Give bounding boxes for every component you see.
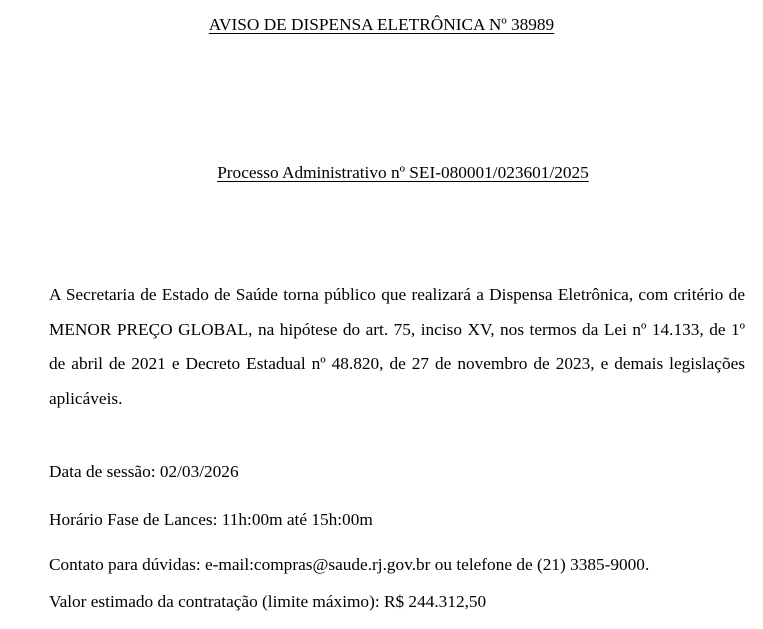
- document-title-text: AVISO DE DISPENSA ELETRÔNICA Nº 38989: [208, 15, 555, 34]
- session-date: Data de sessão: 02/03/2026: [49, 462, 239, 481]
- bidding-hours: Horário Fase de Lances: 11h:00m até 15h:00m: [49, 510, 373, 529]
- process-number-text: Processo Administrativo nº SEI-080001/023601/2025: [217, 163, 589, 182]
- estimated-value: Valor estimado da contratação (limite máximo): R$ 244.312,50: [49, 592, 487, 611]
- intro-paragraph: A Secretaria de Estado de Saúde torna público que realizará a Dispensa Eletrônica, com critério de MENOR PREÇO GLOBAL, na hipótese do art. 75, inciso XV, nos termos da Lei nº 14.133, de 1º de abril de 2021 e Decreto Estadual nº 48.820, de 27 de novembro de 2023, e demais legislações aplicáveis.: [49, 285, 745, 408]
- contact-info: Contato para dúvidas: e-mail:compras@saude.rj.gov.br ou telefone de (21) 3385-9000.: [49, 555, 650, 574]
- process-number: [0, 161, 763, 185]
- document-title: [0, 13, 763, 37]
